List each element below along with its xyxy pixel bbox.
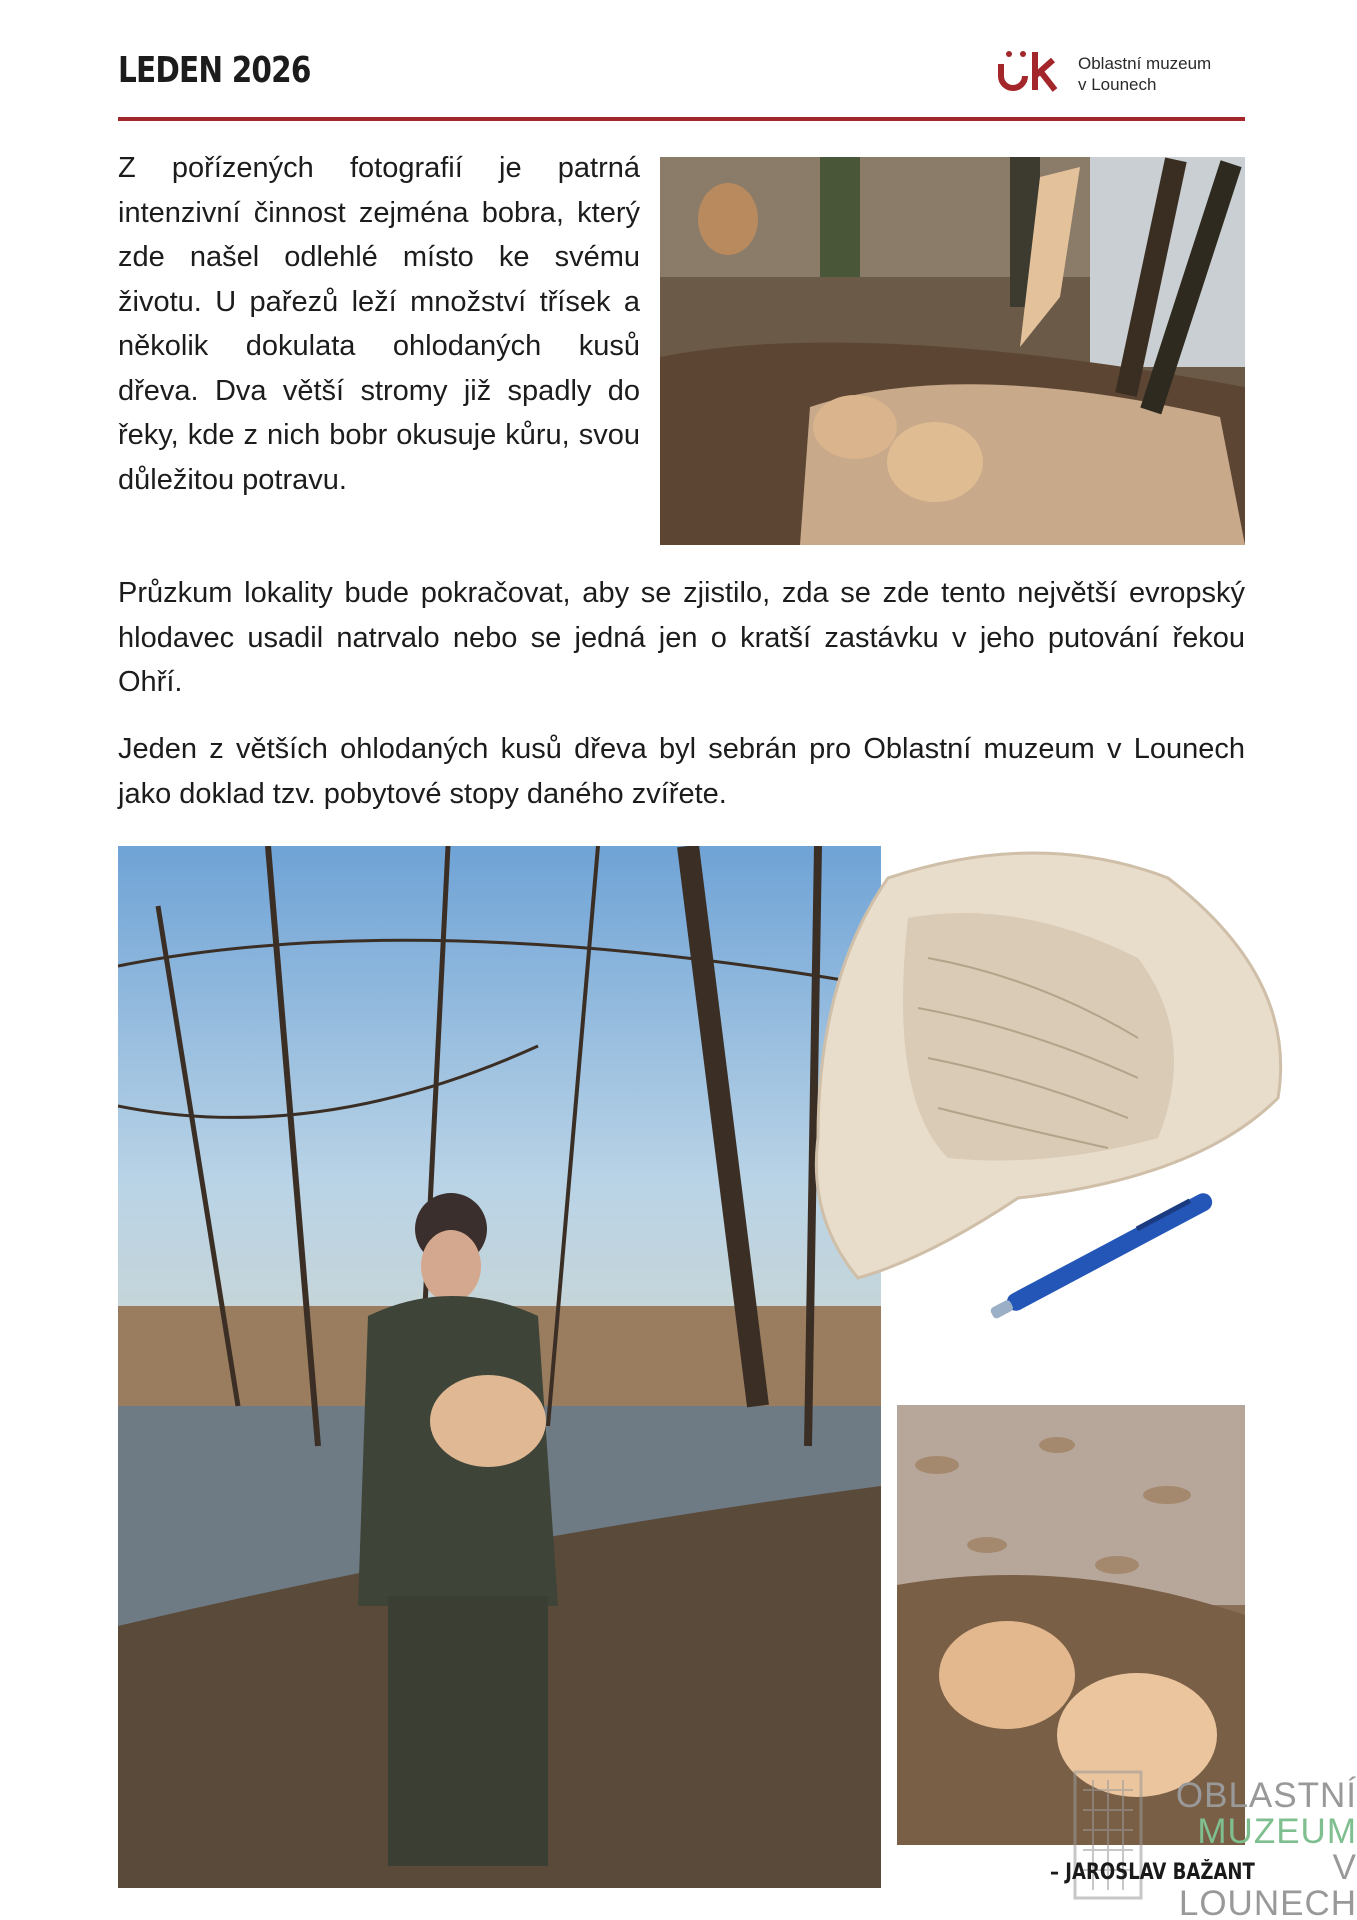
gnawed-wood-with-pen-photo bbox=[778, 838, 1318, 1378]
paragraph-survey: Průzkum lokality bude pokračovat, aby se zjistilo, zda se zde tento největší evropský hlodavec usadil natrvalo nebo se jedná jen o kratší zastávku v jeho putování řekou Ohří. bbox=[118, 577, 1245, 698]
logo-text-line2: v Lounech bbox=[1078, 75, 1157, 94]
logo-text-line1: Oblastní muzeum bbox=[1078, 54, 1212, 73]
page-title: LEDEN 2026 bbox=[118, 50, 311, 91]
watermark-line1: OBLASTNÍ bbox=[1175, 1776, 1357, 1815]
man-holding-gnawed-wood-photo bbox=[118, 846, 881, 1888]
header-divider bbox=[118, 117, 1245, 121]
beaver-gnawed-stumps-photo bbox=[660, 157, 1245, 545]
paragraph-beaver-activity: Z pořízených fotografií je patrná intenzivní činnost zejména bobra, který zde našel odlehlé místo ke svému životu. U pařezů leží množství třísek a několik dokulata ohlodaných kusů dřeva. Dva větší stromy již spadly do řeky, kde z nich bobr okusuje kůru, svou důležitou potravu. bbox=[118, 152, 640, 496]
watermark-line3: V LOUNECH bbox=[1178, 1848, 1357, 1920]
museum-watermark-text bbox=[1160, 1778, 1357, 1920]
watermark-line2: MUZEUM bbox=[1197, 1812, 1357, 1851]
paragraph-museum-sample: Jeden z větších ohlodaných kusů dřeva byl sebrán pro Oblastní muzeum v Lounech jako doklad tzv. pobytové stopy daného zvířete. bbox=[118, 733, 1245, 810]
museum-logo-text bbox=[1078, 53, 1211, 95]
author-signature: – JAROSLAV BAŽANT bbox=[1050, 1860, 1255, 1885]
